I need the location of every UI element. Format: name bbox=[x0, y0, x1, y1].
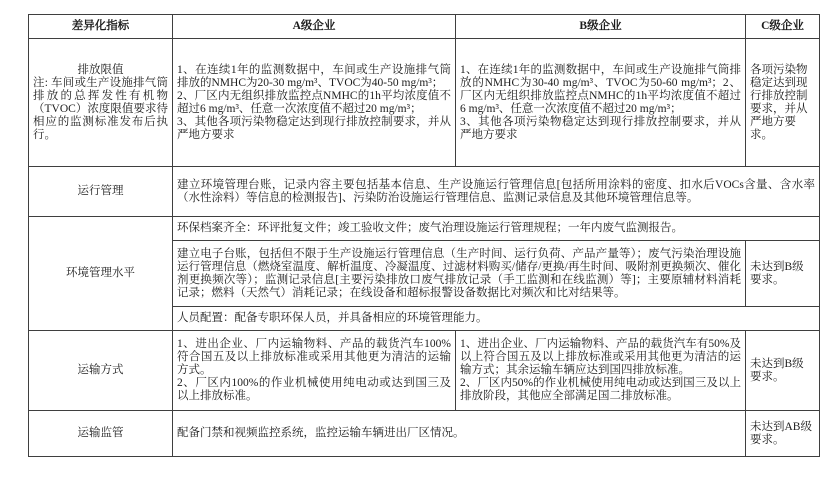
col-header-grade-a: A级企业 bbox=[173, 15, 456, 39]
emission-limit-note: 注: 车间或生产设施排气筒排放的总挥发性有机物（TVOC）浓度限值要求待相应的监测标准发布后执行。 bbox=[33, 76, 168, 141]
row-emission-limit bbox=[29, 39, 820, 167]
transport-mode-b-item-1: 1、进出企业、厂内运输物料、产品的载货汽车有50%及以上符合国五及以上排放标准或采用其他更为清洁的运输方式；其余运输车辆应达到国四排放标准。 bbox=[460, 338, 741, 376]
transport-mode-b-item-2: 2、厂区内50%的作业机械使用纯电动或达到国三及以上排放阶段，其他应全部满足国二排放标准。 bbox=[460, 377, 741, 402]
row-transport-mode bbox=[29, 331, 820, 411]
env-mgmt-ledger-cell bbox=[173, 241, 746, 307]
emission-limit-b-item-1: 1、在连续1年的监测数据中，车间或生产设施排气筒排放的NMHC为30-40 mg/m³、TVOC为50-60 mg/m³；2、厂区内无组织排放监控点NMHC的1h平均浓度值不超过6 mg/m³、任意一次浓度值不超过20 mg/m³； bbox=[460, 63, 741, 115]
performance-grading-table bbox=[28, 14, 820, 457]
env-mgmt-staffing-cell bbox=[173, 307, 820, 331]
transport-mode-label-cell bbox=[29, 331, 173, 411]
transport-mode-grade-b-cell bbox=[456, 331, 746, 411]
transport-supervision-label: 运输监管 bbox=[77, 427, 124, 439]
emission-limit-label-cell bbox=[29, 39, 173, 167]
env-mgmt-grade-c-cell bbox=[746, 241, 820, 307]
transport-mode-a-item-1: 1、进出企业、厂内运输物料、产品的载货汽车100%符合国五及以上排放标准或采用其他更为清洁的运输方式。 bbox=[177, 338, 451, 376]
transport-supervision-label-cell bbox=[29, 411, 173, 457]
emission-limit-grade-c-cell bbox=[746, 39, 820, 167]
env-mgmt-staffing-text: 人员配置：配备专职环保人员，并具备相应的环境管理能力。 bbox=[177, 312, 488, 324]
operation-management-label: 运行管理 bbox=[77, 185, 124, 197]
emission-limit-label: 排放限值 bbox=[77, 63, 124, 76]
row-transport-supervision bbox=[29, 411, 820, 457]
transport-mode-grade-a-cell bbox=[173, 331, 456, 411]
emission-limit-a-item-2: 2、厂区内无组织排放监控点NMHC的1h平均浓度值不超过6 mg/m³、任意一次浓度值不超过20 mg/m³； bbox=[177, 89, 451, 115]
transport-mode-label: 运输方式 bbox=[77, 364, 124, 376]
emission-limit-b-item-2: 3、其他各项污染物稳定达到现行排放控制要求，并从严地方要求 bbox=[460, 115, 741, 141]
transport-mode-grade-c-cell bbox=[746, 331, 820, 411]
operation-management-content: 建立环境管理台账，记录内容主要包括基本信息、生产设施运行管理信息[包括所用涂料的密度、扣水后VOCs含量、含水率（水性涂料）等信息的检测报告]、污染防治设施运行管理信息、监测记录信息及其他环境管理信息等。 bbox=[177, 178, 815, 204]
col-header-indicator: 差异化指标 bbox=[29, 15, 173, 39]
transport-mode-c-text: 未达到B级要求。 bbox=[750, 357, 804, 383]
transport-mode-a-item-2: 2、厂区内100%的作业机械使用纯电动或达到国三及以上排放标准。 bbox=[177, 377, 451, 402]
transport-supervision-content-cell bbox=[173, 411, 746, 457]
env-mgmt-archives-text: 环保档案齐全：环评批复文件；竣工验收文件；废气治理设施运行管理规程；一年内废气监测报告。 bbox=[177, 222, 683, 234]
operation-management-label-cell bbox=[29, 167, 173, 217]
col-header-grade-c: C级企业 bbox=[746, 15, 820, 39]
col-header-grade-b: B级企业 bbox=[456, 15, 746, 39]
env-mgmt-level-label: 环境管理水平 bbox=[66, 267, 135, 279]
operation-management-content-cell bbox=[173, 167, 820, 217]
emission-limit-c-text: 各项污染物稳定达到现行排放控制要求，并从严地方要求。 bbox=[750, 63, 808, 141]
row-env-mgmt-archives bbox=[29, 217, 820, 241]
env-mgmt-level-label-cell bbox=[29, 217, 173, 331]
transport-supervision-content: 配备门禁和视频监控系统，监控运输车辆进出厂区情况。 bbox=[177, 427, 465, 439]
env-mgmt-c-text: 未达到B级要求。 bbox=[750, 260, 804, 286]
emission-limit-grade-b-cell bbox=[456, 39, 746, 167]
emission-limit-grade-a-cell bbox=[173, 39, 456, 167]
row-operation-management bbox=[29, 167, 820, 217]
emission-limit-a-item-3: 3、其他各项污染物稳定达到现行排放控制要求，并从严地方要求 bbox=[177, 115, 451, 141]
transport-supervision-c-text: 未达到AB级要求。 bbox=[750, 420, 812, 446]
env-mgmt-ledger-text: 建立电子台账，包括但不限于生产设施运行管理信息（生产时间、运行负荷、产品产量等）；废气污染治理设施运行管理信息（燃烧室温度、解析温度、冷凝温度、过滤材料购买/储存/更换/再生时间、吸附剂更换频次、催化剂更换频次等）；监测记录信息[主要污染排放口废气排放记录（手工监测和在线监测）等]；主要原辅材料消耗记录；燃料（天然气）消耗记录；在线设备和超标报警设备数据比对频次和比对结果等。 bbox=[177, 247, 741, 299]
header-row bbox=[29, 15, 820, 39]
env-mgmt-archives-cell bbox=[173, 217, 820, 241]
emission-limit-a-item-1: 1、在连续1年的监测数据中，车间或生产设施排气筒排放的NMHC为20-30 mg/m³、TVOC为40-50 mg/m³； bbox=[177, 63, 451, 89]
transport-supervision-grade-c-cell bbox=[746, 411, 820, 457]
